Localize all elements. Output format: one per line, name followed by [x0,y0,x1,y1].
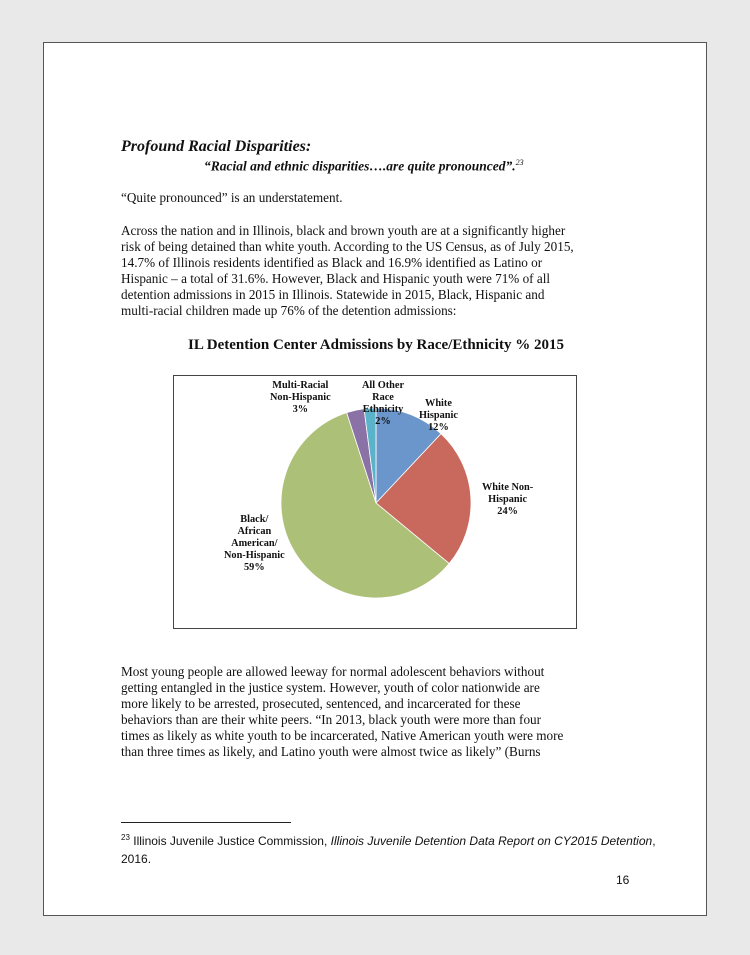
section-heading: Profound Racial Disparities: [121,138,312,155]
subheading-quote: “Racial and ethnic disparities….are quite pronounced”. [204,158,516,174]
pie-chart [173,375,577,629]
paragraph-line: times as likely as white youth to be incarcerated, Native American youth were more [121,728,564,743]
footnote-reference[interactable]: 23 [515,158,524,167]
pie-label-white-non-hispanic: White Non- Hispanic 24% [482,482,534,517]
footnote-number: 23 [121,833,130,842]
footnote: $^{23}$ Illinois Juvenile Justice Commission, Illinois Juvenile Detention Data Report on CY2015 Detention, 2016. [121,833,656,866]
pie-label-white-hispanic: White Hispanic 12% [419,398,458,433]
paragraph-line: risk of being detained than white youth. According to the US Census, as of July 2015, [121,239,574,254]
paragraph-line: multi-racial children made up 76% of the detention admissions: [121,303,457,318]
paragraph-line: more likely to be arrested, prosecuted, sentenced, and incarcerated for these [121,696,521,711]
page-number: 16 [616,873,630,887]
paragraph-line: detention admissions in 2015 in Illinois. Statewide in 2015, Black, Hispanic and [121,287,545,302]
paragraph-line: 14.7% of Illinois residents identified as Black and 16.9% identified as Latino or [121,255,543,270]
paragraph-line: behaviors than are their white peers. “In 2013, black youth were more than four [121,712,542,727]
pie-label-multi-racial: Multi-Racial Non-Hispanic 3% [270,380,331,415]
footnote-source-title: Illinois Juvenile Detention Data Report on CY2015 Detention [330,834,653,848]
paragraph-line: getting entangled in the justice system. However, youth of color nationwide are [121,680,540,695]
pie-label-black-african-american: Black/ African American/ Non-Hispanic 59% [224,514,285,573]
section-subheading [204,158,524,175]
paragraph-3 [121,664,641,760]
pie-label-all-other: All Other Race Ethnicity 2% [362,380,405,427]
paragraph-2 [121,223,641,319]
footnote-divider [121,822,291,823]
document-page [43,42,707,916]
chart-title: IL Detention Center Admissions by Race/Ethnicity % 2015 [188,337,564,353]
paragraph-line: than three times as likely, and Latino youth were almost twice as likely” (Burns [121,744,541,759]
paragraph-line: Hispanic – a total of 31.6%. However, Black and Hispanic youth were 71% of all [121,271,551,286]
paragraph-line: Most young people are allowed leeway for normal adolescent behaviors without [121,664,545,679]
paragraph-1: “Quite pronounced” is an understatement. [121,190,343,205]
paragraph-line: Across the nation and in Illinois, black and brown youth are at a significantly higher [121,223,566,238]
